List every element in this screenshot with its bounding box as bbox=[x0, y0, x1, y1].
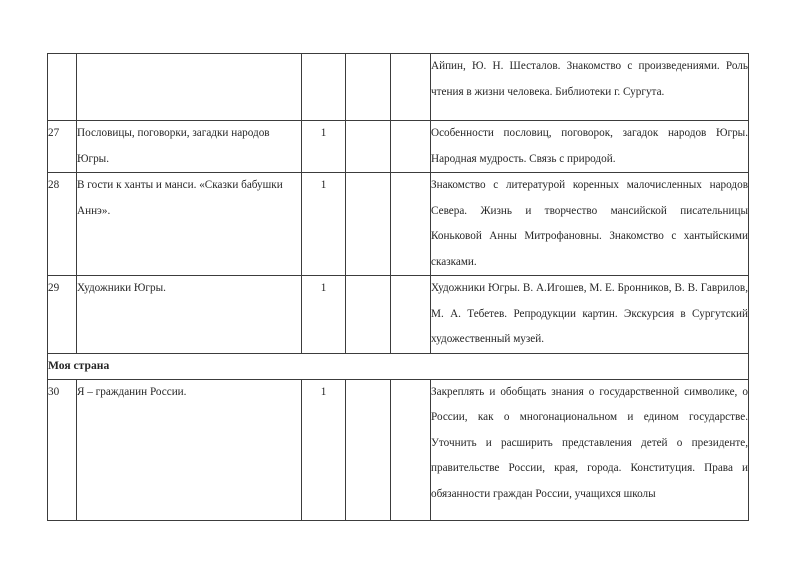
row-blank-b-cell bbox=[391, 276, 431, 354]
row-hours-cell: 1 bbox=[302, 173, 346, 276]
row-number-cell: 27 bbox=[48, 121, 77, 173]
row-blank-a-cell bbox=[346, 54, 391, 121]
table-row bbox=[48, 121, 749, 173]
table-row bbox=[48, 379, 749, 520]
row-blank-b-cell bbox=[391, 121, 431, 173]
row-blank-a-cell bbox=[346, 379, 391, 520]
row-content-cell: Закреплять и обобщать знания о государственной символике, о России, как о многонациональном и едином государстве. Уточнить и расширить представления детей о президенте, правительстве России, края, города. Конституция. Права и обязанности граждан России, учащихся школы bbox=[431, 379, 749, 520]
row-blank-b-cell bbox=[391, 173, 431, 276]
table-row bbox=[48, 173, 749, 276]
row-number-cell: 29 bbox=[48, 276, 77, 354]
row-content-cell: Знакомство с литературой коренных малочисленных народов Севера. Жизнь и творчество мансийской писательницы Коньковой Анны Митрофановны. Знакомство с хантыйскими сказками. bbox=[431, 173, 749, 276]
row-blank-a-cell bbox=[346, 276, 391, 354]
curriculum-table bbox=[47, 53, 749, 521]
row-hours-cell: 1 bbox=[302, 379, 346, 520]
row-topic-cell bbox=[77, 54, 302, 121]
row-number-cell: 30 bbox=[48, 379, 77, 520]
table-row bbox=[48, 276, 749, 354]
row-content-cell: Особенности пословиц, поговорок, загадок народов Югры. Народная мудрость. Связь с природой. bbox=[431, 121, 749, 173]
row-topic-cell: Пословицы, поговорки, загадки народов Югры. bbox=[77, 121, 302, 173]
section-header-cell: Моя страна bbox=[48, 353, 749, 379]
row-hours-cell bbox=[302, 54, 346, 121]
row-topic-cell: Я – гражданин России. bbox=[77, 379, 302, 520]
row-number-cell: 28 bbox=[48, 173, 77, 276]
row-blank-b-cell bbox=[391, 54, 431, 121]
row-hours-cell: 1 bbox=[302, 121, 346, 173]
row-number-cell bbox=[48, 54, 77, 121]
section-header-row bbox=[48, 353, 749, 379]
row-content-cell: Айпин, Ю. Н. Шесталов. Знакомство с произведениями. Роль чтения в жизни человека. Библиотеки г. Сургута. bbox=[431, 54, 749, 121]
row-topic-cell: В гости к ханты и манси. «Сказки бабушки Аннэ». bbox=[77, 173, 302, 276]
row-blank-a-cell bbox=[346, 121, 391, 173]
row-hours-cell: 1 bbox=[302, 276, 346, 354]
row-content-cell: Художники Югры. В. А.Игошев, М. Е. Бронников, В. В. Гаврилов, М. А. Тебетев. Репродукции картин. Экскурсия в Сургутский художественный музей. bbox=[431, 276, 749, 354]
row-blank-b-cell bbox=[391, 379, 431, 520]
table-row bbox=[48, 54, 749, 121]
row-topic-cell: Художники Югры. bbox=[77, 276, 302, 354]
row-blank-a-cell bbox=[346, 173, 391, 276]
